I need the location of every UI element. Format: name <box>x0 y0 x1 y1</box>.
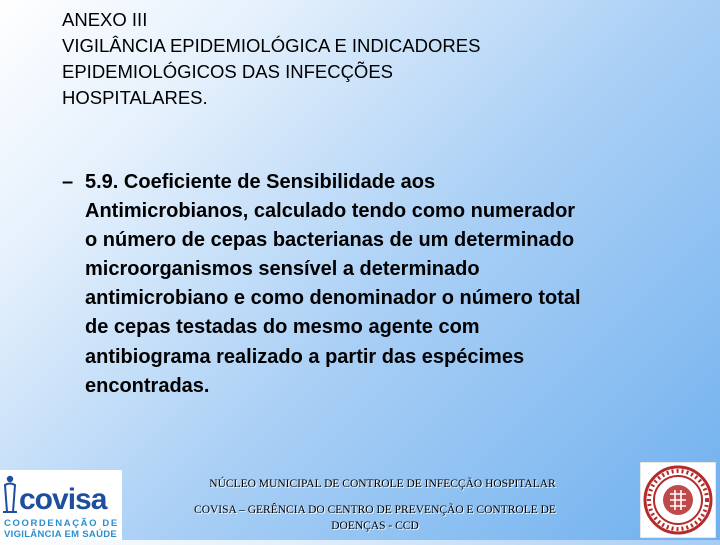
covisa-logo <box>0 470 122 540</box>
covisa-logo-graphic <box>0 470 122 540</box>
bullet-line-7: antibiograma realizado a partir das espécimes <box>85 345 525 368</box>
bullet-marker: – <box>62 171 74 193</box>
bullet-line-1: 5.9. Coeficiente de Sensibilidade aos <box>85 171 436 193</box>
bullet-line-5: antimicrobiano e como denominador o número total <box>85 287 581 310</box>
footer <box>150 476 600 534</box>
title-line-3: EPIDEMIOLÓGICOS DAS INFECÇÕES <box>62 61 394 82</box>
bullet-line-3: o número de cepas bacterianas de um determinado <box>85 229 575 252</box>
covisa-wordmark: covisa <box>19 483 107 516</box>
bullet-line-8: encontradas. <box>85 374 210 397</box>
footer-line-3: DOENÇAS - CCD <box>331 520 419 532</box>
footer-line-2: COVISA – GERÊNCIA DO CENTRO DE PREVENÇÃO E CONTROLE DE <box>194 504 556 516</box>
bullet-text <box>85 168 705 401</box>
slide-title <box>62 7 682 111</box>
footer-line-1: NÚCLEO MUNICIPAL DE CONTROLE DE INFECÇÃO HOSPITALAR <box>209 478 556 490</box>
title-line-2: VIGILÂNCIA EPIDEMIOLÓGICA E INDICADORES <box>62 35 481 56</box>
seal-icon <box>640 462 716 538</box>
bullet-line-2: Antimicrobianos, calculado tendo como numerador <box>85 200 576 223</box>
title-line-1: ANEXO III <box>62 9 148 30</box>
bullet-line-6: de cepas testadas do mesmo agente com <box>85 316 480 339</box>
covisa-subtitle-2: VIGILÂNCIA EM SAÚDE <box>4 529 118 540</box>
covisa-subtitle-1: COORDENAÇÃO DE <box>4 518 119 529</box>
hospital-seal <box>640 462 716 538</box>
title-line-4: HOSPITALARES. <box>62 87 208 108</box>
bullet-line-4: microorganismos sensível a determinado <box>85 258 480 281</box>
